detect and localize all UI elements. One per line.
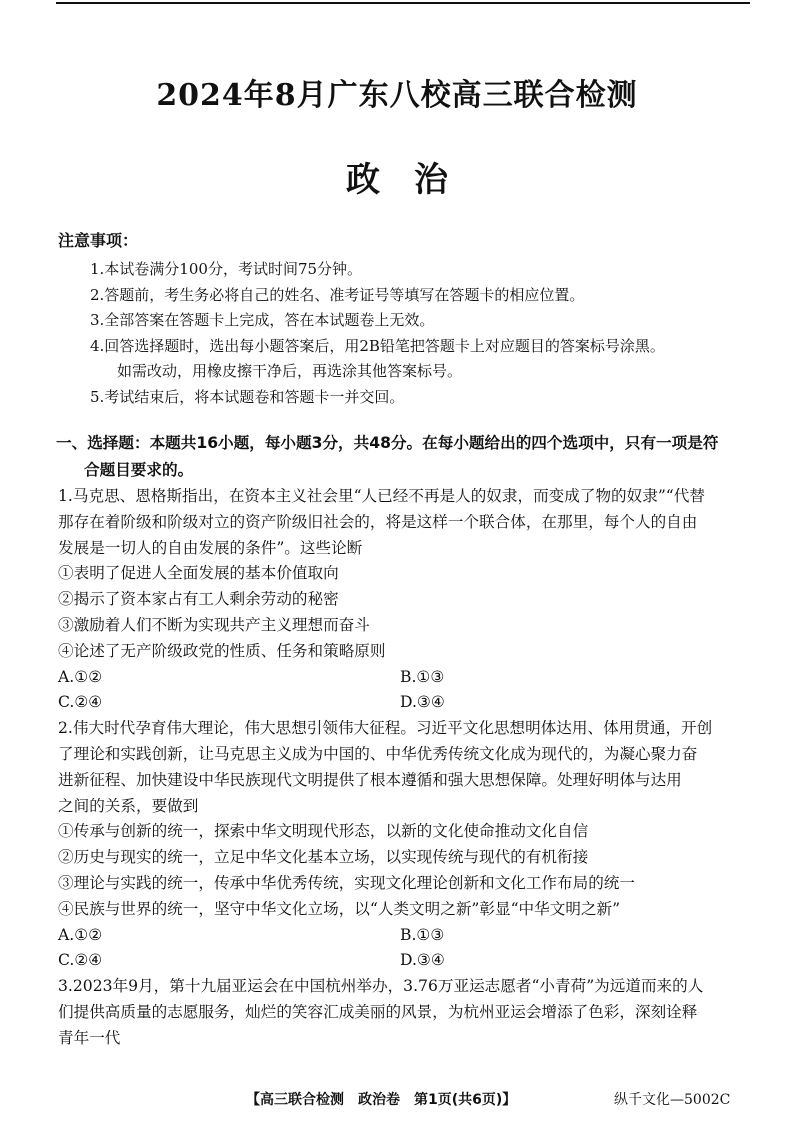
choice-b: B.①③ — [400, 925, 445, 944]
footer-code: 纵千文化—5002C — [614, 1092, 731, 1108]
notice-item-continuation: 如需改动，用橡皮擦干净后，再选涂其他答案标号。 — [117, 362, 463, 380]
choice-d: D.③④ — [400, 693, 445, 712]
choice-d: D.③④ — [400, 951, 445, 970]
notice-item: 4.回答选择题时，选出每小题答案后，用2B铅笔把答题卡上对应题目的答案标号涂黑。 — [90, 336, 665, 355]
question-stem-line: 那存在着阶级和阶级对立的资产阶级旧社会的，将是这样一个联合体，在那里，每个人的自由 — [58, 512, 698, 531]
question-stem-line: 3.2023年9月，第十九届亚运会在中国杭州举办，3.76万亚运志愿者“小青荷”为远道而来的人 — [58, 977, 704, 996]
question-stem-line: 青年一代 — [58, 1028, 121, 1047]
exam-title: 2024年8月广东八校高三联合检测 — [156, 78, 638, 113]
section-heading-line2: 合题目要求的。 — [84, 461, 194, 479]
question-1 — [58, 484, 742, 716]
choice-c: C.②④ — [58, 693, 103, 712]
statement: ③理论与实践的统一，传承中华优秀传统，实现文化理论创新和文化工作布局的统一 — [58, 873, 635, 892]
statement: ④论述了无产阶级政党的性质、任务和策略原则 — [58, 641, 386, 660]
statement: ②历史与现实的统一，立足中华文化基本立场，以实现传统与现代的有机衔接 — [58, 848, 589, 867]
section-heading-line1: 一、选择题：本题共16小题，每小题3分，共48分。在每小题给出的四个选项中，只有一项是符 — [56, 434, 719, 452]
notice-item: 3.全部答案在答题卡上完成，答在本试题卷上无效。 — [90, 311, 435, 329]
statement: ①表明了促进人全面发展的基本价值取向 — [58, 564, 339, 583]
notice-heading: 注意事项： — [58, 231, 139, 250]
notice-section — [58, 228, 748, 410]
choice-row — [58, 665, 742, 691]
notice-item: 5.考试结束后，将本试题卷和答题卡一并交回。 — [90, 387, 405, 406]
notice-item: 2.答题前，考生务必将自己的姓名、准考证号等填写在答题卡的相应位置。 — [90, 285, 585, 304]
questions-section — [58, 430, 742, 1052]
question-stem-line: 进新征程、加快建设中华民族现代文明提供了根本遵循和强大思想保障。处理好明体与达用 — [58, 770, 682, 789]
question-2 — [58, 716, 742, 974]
question-stem-line: 之间的关系，要做到 — [58, 796, 199, 815]
subject-title: 政治 — [346, 160, 482, 200]
statement: ①传承与创新的统一，探索中华文明现代形态，以新的文化使命推动文化自信 — [58, 822, 589, 841]
choice-b: B.①③ — [400, 667, 445, 686]
question-stem-line: 2.伟大时代孕育伟大理论，伟大思想引领伟大征程。习近平文化思想明体达用、体用贯通，开创 — [58, 719, 713, 738]
top-rule — [56, 2, 750, 4]
question-stem-line: 们提供高质量的志愿服务，灿烂的笑容汇成美丽的风景，为杭州亚运会增添了色彩，深刻诠释 — [58, 1002, 698, 1021]
choice-row — [58, 923, 742, 949]
notice-item: 1.本试卷满分100分，考试时间75分钟。 — [90, 260, 363, 278]
choice-a: A.①② — [58, 925, 103, 944]
choice-c: C.②④ — [58, 951, 103, 970]
section-heading — [56, 430, 742, 484]
choice-a: A.①② — [58, 667, 103, 686]
choice-row — [58, 948, 742, 974]
statement: ②揭示了资本家占有工人剩余劳动的秘密 — [58, 590, 339, 609]
choice-row — [58, 690, 742, 716]
question-stem-line: 发展是一切人的自由发展的条件”。这些论断 — [58, 538, 363, 557]
statement: ③激励着人们不断为实现共产主义理想而奋斗 — [58, 615, 370, 634]
statement: ④民族与世界的统一，坚守中华文化立场，以“人类文明之新”彰显“中华文明之新” — [58, 899, 621, 918]
question-stem-line: 了理论和实践创新，让马克思主义成为中国的、中华优秀传统文化成为现代的，为凝心聚力奋 — [58, 744, 698, 763]
question-3 — [58, 974, 742, 1051]
footer-page-info: 【高三联合检测 政治卷 第1页(共6页)】 — [246, 1092, 517, 1108]
question-stem-line: 1.马克思、恩格斯指出，在资本主义社会里“人已经不再是人的奴隶，而变成了物的奴隶”“代替 — [58, 487, 705, 505]
